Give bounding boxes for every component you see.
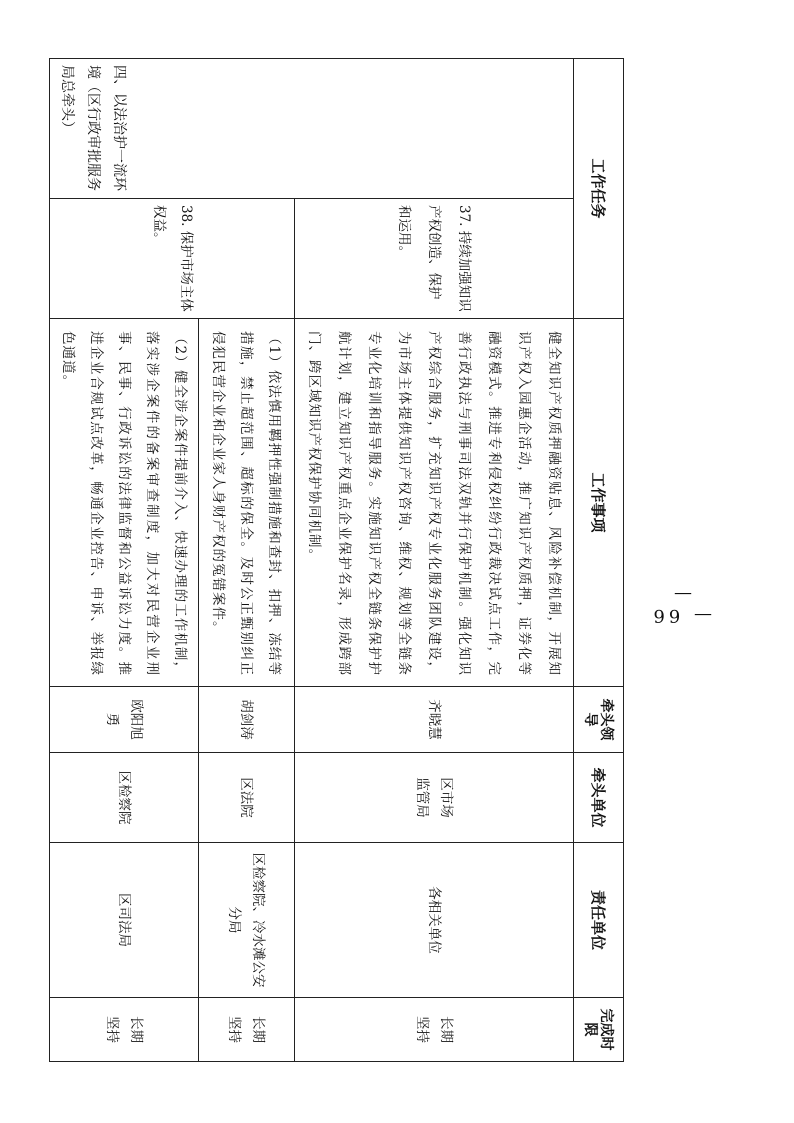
header-lead-unit: 牵头单位 [574,753,624,843]
task-outer-cell: 四、以法治护一流环境（区行政审批服务局总牵头） [50,59,574,199]
page-number [649,560,713,650]
subtask-cell: 37. 持续加强知识产权创造、保护和运用。 [295,199,574,319]
header-task: 工作任务 [574,59,624,319]
subtask-cell: 38. 保护市场主体权益。 [50,199,295,319]
item-cell: 健全知识产权质押融资贴息、风险补偿机制，开展知识产权入园惠企活动，推广知识产权质押，证券化等融资模式。推进专利侵权纠纷行政裁决试点工作，完善行政执法与刑事司法双轨并行保护机制。强化知识产权综合服务，扩充知识产权专业化服务团队建设，为市场主体提供知识产权咨询、维权、规划等全链条专业化培训和指导服务。实施知识产权全链条保护护航计划，建立知识产权重点企业保护名录，形成跨部门、跨区域知识产权保护协同机制。 [295,319,574,687]
header-resp-unit: 责任单位 [574,843,624,998]
deadline-cell: 长期坚持 [295,998,574,1062]
header-row [574,59,624,1062]
item-cell: （2）健全涉企案件提前介入、快速办理的工作机制，落实涉企案件的备案审查制度，加大对民营企业刑事、民事、行政诉讼的法律监督和公益诉讼力度。推进企业合规试点改革，畅通企业控告、申诉、举报绿色通道。 [50,319,199,687]
table-row [199,59,295,1062]
header-leader: 牵头领导 [574,687,624,753]
resp-unit-cell: 各相关单位 [295,843,574,998]
lead-unit-cell: 区检察院 [50,753,199,843]
deadline-cell: 长期坚持 [50,998,199,1062]
resp-unit-cell: 区检察院、冷水滩公安分局 [199,843,295,998]
header-item: 工作事项 [574,319,624,687]
page-number-text: — 66 — [649,584,713,626]
work-task-table [49,58,624,1062]
leader-cell: 胡剑涛 [199,687,295,753]
rotated-table-sheet [59,58,624,1061]
resp-unit-cell: 区司法局 [50,843,199,998]
deadline-cell: 长期坚持 [199,998,295,1062]
item-cell: （1）依法慎用羁押性强制措施和查封、扣押、冻结等措施，禁止超范围、超标的保全。及时公正甄别纠正侵犯民营企业和企业家人身财产权的冤错案件。 [199,319,295,687]
table-row [295,59,574,1062]
lead-unit-cell: 区法院 [199,753,295,843]
leader-cell: 欧阳旭勇 [50,687,199,753]
leader-cell: 齐晓慧 [295,687,574,753]
header-deadline: 完成时限 [574,998,624,1062]
lead-unit-cell: 区市场监管局 [295,753,574,843]
